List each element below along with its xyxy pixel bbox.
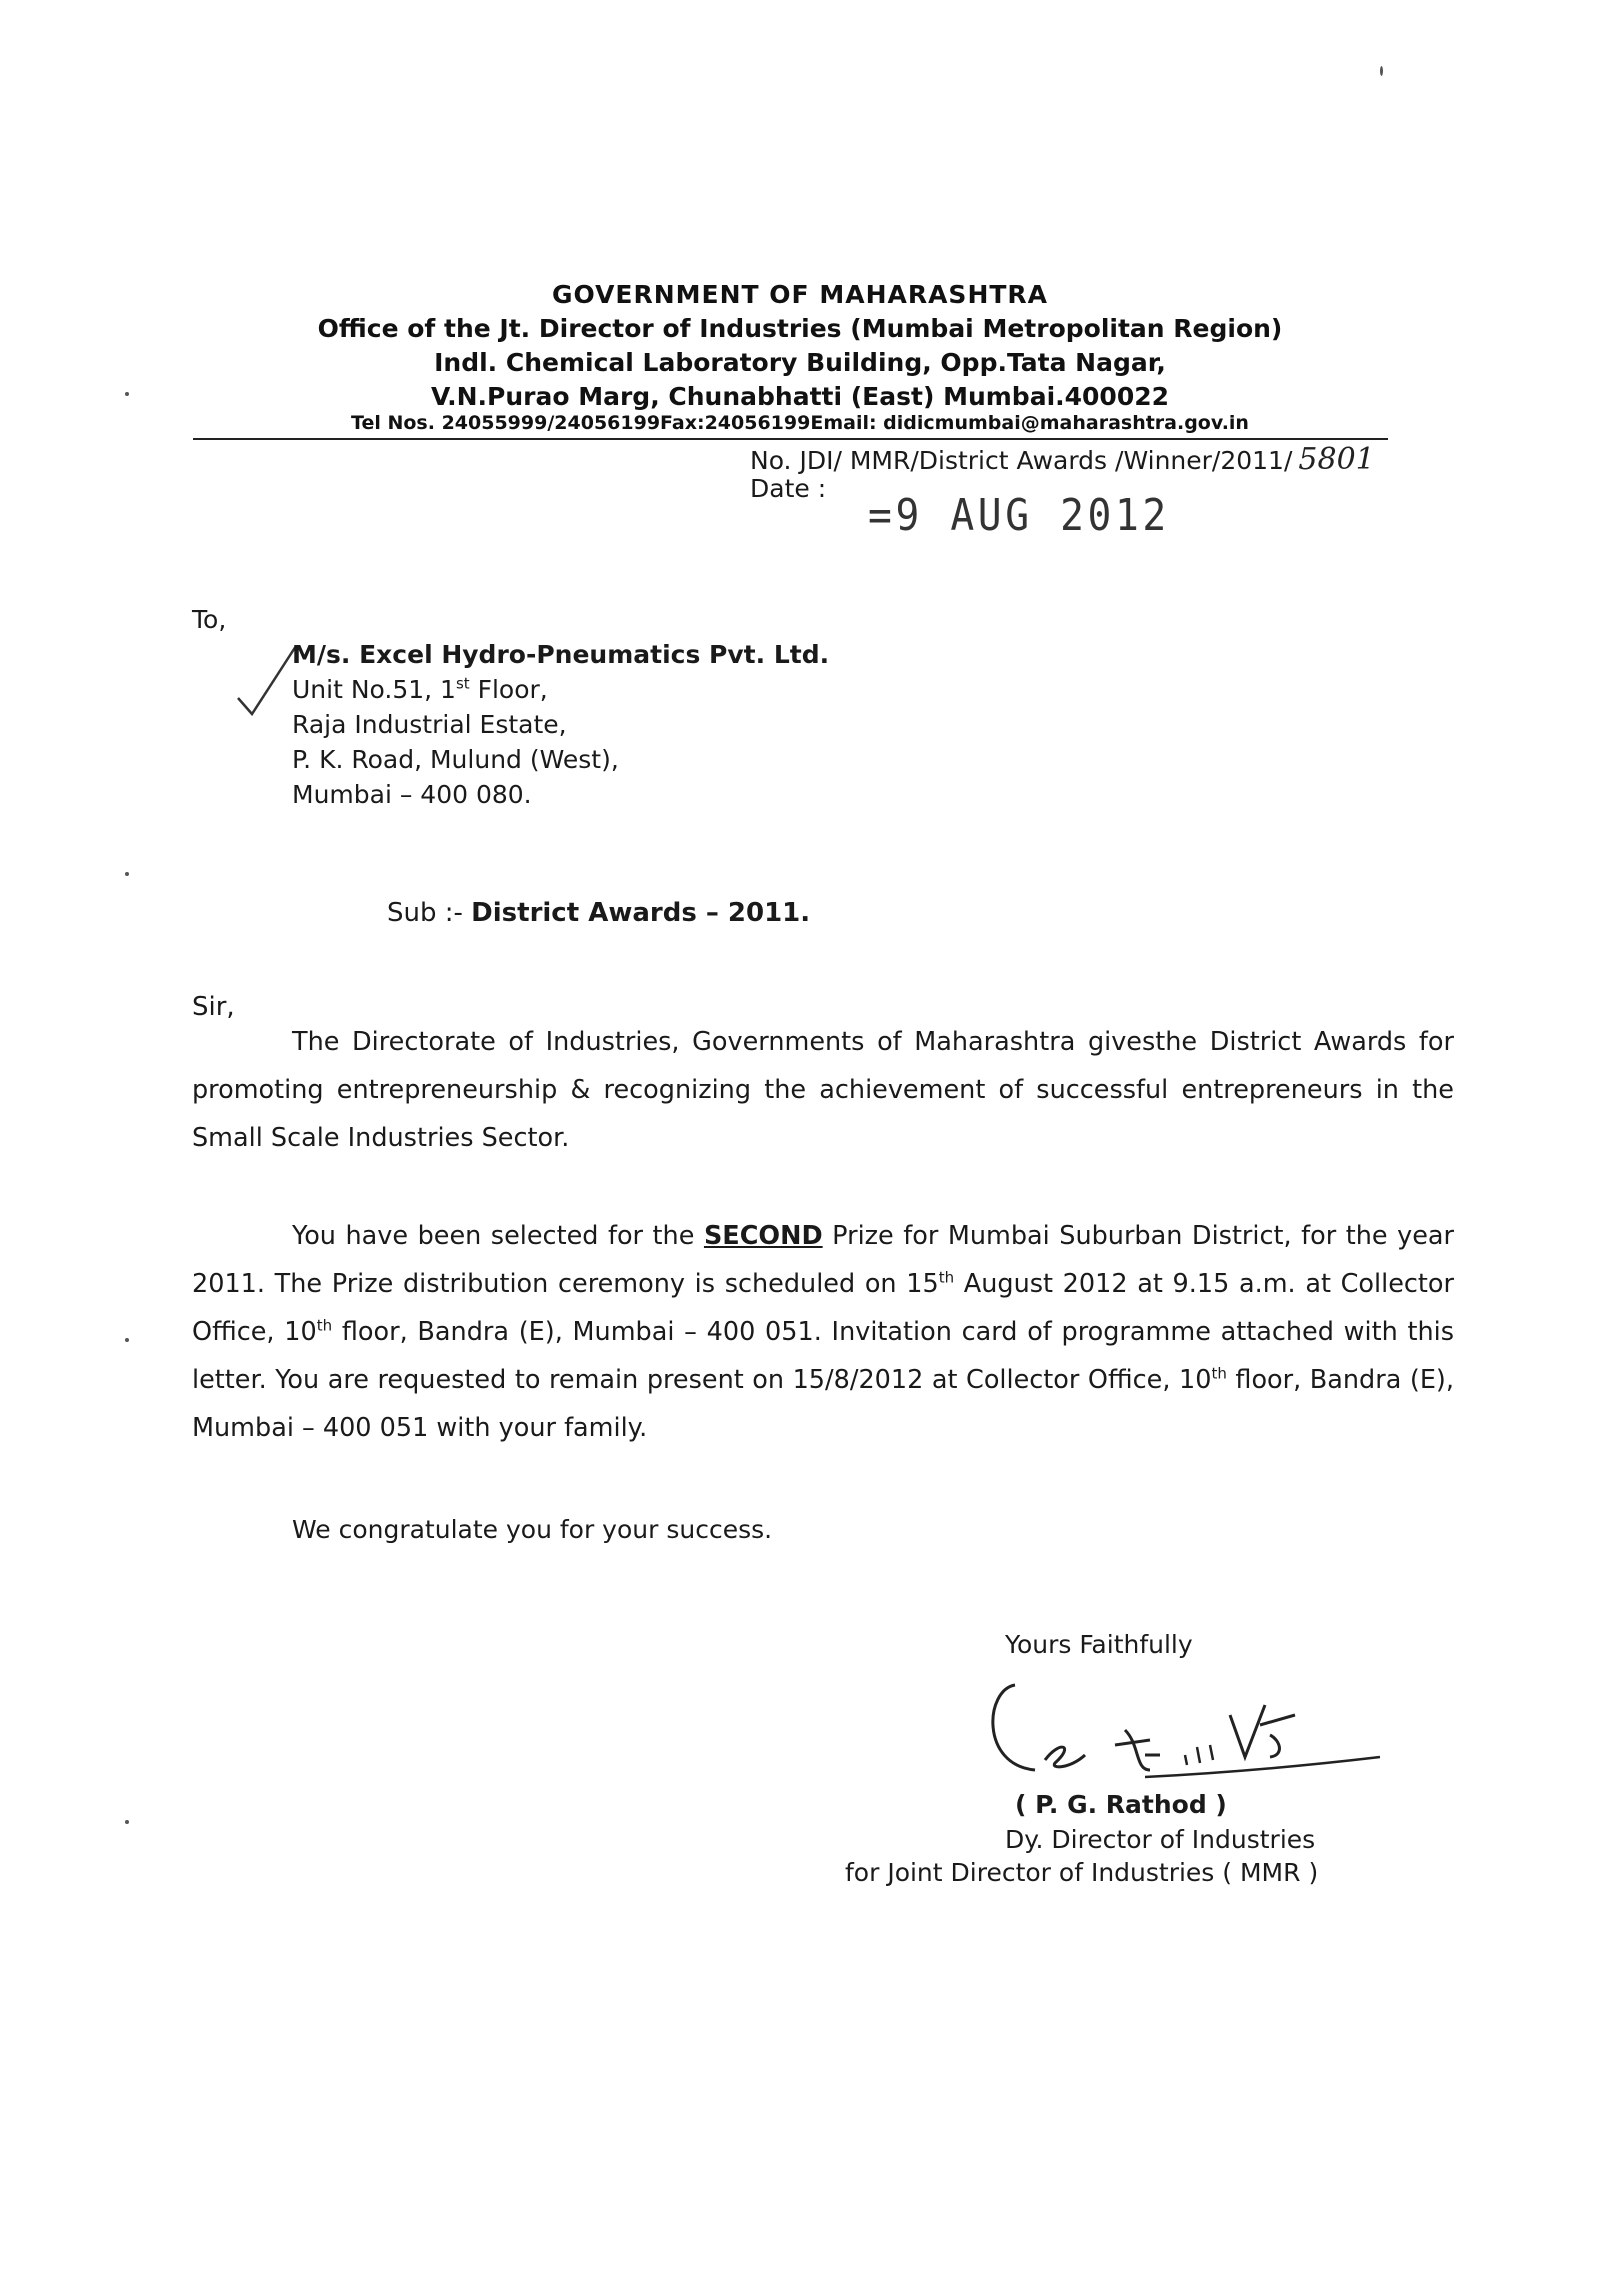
handwritten-reference-number: 5801 [1298,442,1375,477]
reference-number: No. JDI/ MMR/District Awards /Winner/2011/ [750,446,1293,475]
date-stamp: =9 AUG 2012 [868,490,1170,541]
recipient-road: P. K. Road, Mulund (West), [292,745,619,774]
letterhead-divider [193,438,1388,440]
salutation: Sir, [192,992,235,1022]
scan-speck [125,392,129,396]
check-mark-icon [230,640,300,720]
paragraph-selection: You have been selected for the SECOND Prize for Mumbai Suburban District, for the year 2011. The Prize distribution ceremony is scheduled on 15th August 2012 at 9.15 a.m. at Collector Office, 10th floor, Bandra (E), Mumbai – 400 051. Invitation card of programme attached with this letter. You are requested to remain present on 15/8/2012 at Collector Office, 10th floor, Bandra (E), Mumbai – 400 051 with your family. [192,1221,1455,1443]
subject-title: District Awards – 2011. [471,898,811,928]
signatory-name: ( P. G. Rathod ) [1015,1790,1227,1819]
letterhead-office: Office of the Jt. Director of Industries (Mumbai Metropolitan Region) [317,314,1283,343]
letterhead-contact: Tel Nos. 24055999/24056199Fax:24056199Email: didicmumbai@maharashtra.gov.in [351,412,1249,434]
subject-line [387,898,810,928]
congratulation-line: We congratulate you for your success. [292,1515,773,1544]
yours-faithfully: Yours Faithfully [1005,1630,1193,1659]
to-label: To, [192,605,227,634]
signatory-title: Dy. Director of Industries [1005,1825,1316,1854]
signatory-for-line: for Joint Director of Industries ( MMR ) [845,1858,1319,1887]
prize-rank: SECOND [703,1221,823,1251]
subject-label: Sub :- [387,898,463,928]
date-label: Date : [750,474,827,503]
recipient-name: M/s. Excel Hydro-Pneumatics Pvt. Ltd. [292,640,830,669]
letterhead-street: V.N.Purao Marg, Chunabhatti (East) Mumbai.400022 [430,382,1170,411]
scan-speck [1380,66,1383,76]
letterhead-building: Indl. Chemical Laboratory Building, Opp.Tata Nagar, [434,348,1166,377]
reference-line [750,442,1375,477]
scan-speck [125,872,129,876]
letterhead-government: GOVERNMENT OF MAHARASHTRA [551,280,1049,309]
paragraph-intro: The Directorate of Industries, Governments of Maharashtra givesthe District Awards for promoting entrepreneurship & recognizing the achievement of successful entrepreneurs in the Small Scale Industries Sector. [192,1027,1454,1153]
recipient-unit: Unit No.51, 1st Floor, [292,674,548,704]
recipient-city: Mumbai – 400 080. [292,780,532,809]
scan-speck [125,1338,129,1342]
scan-speck [125,1820,129,1824]
handwritten-signature [975,1645,1395,1795]
recipient-estate: Raja Industrial Estate, [292,710,567,739]
